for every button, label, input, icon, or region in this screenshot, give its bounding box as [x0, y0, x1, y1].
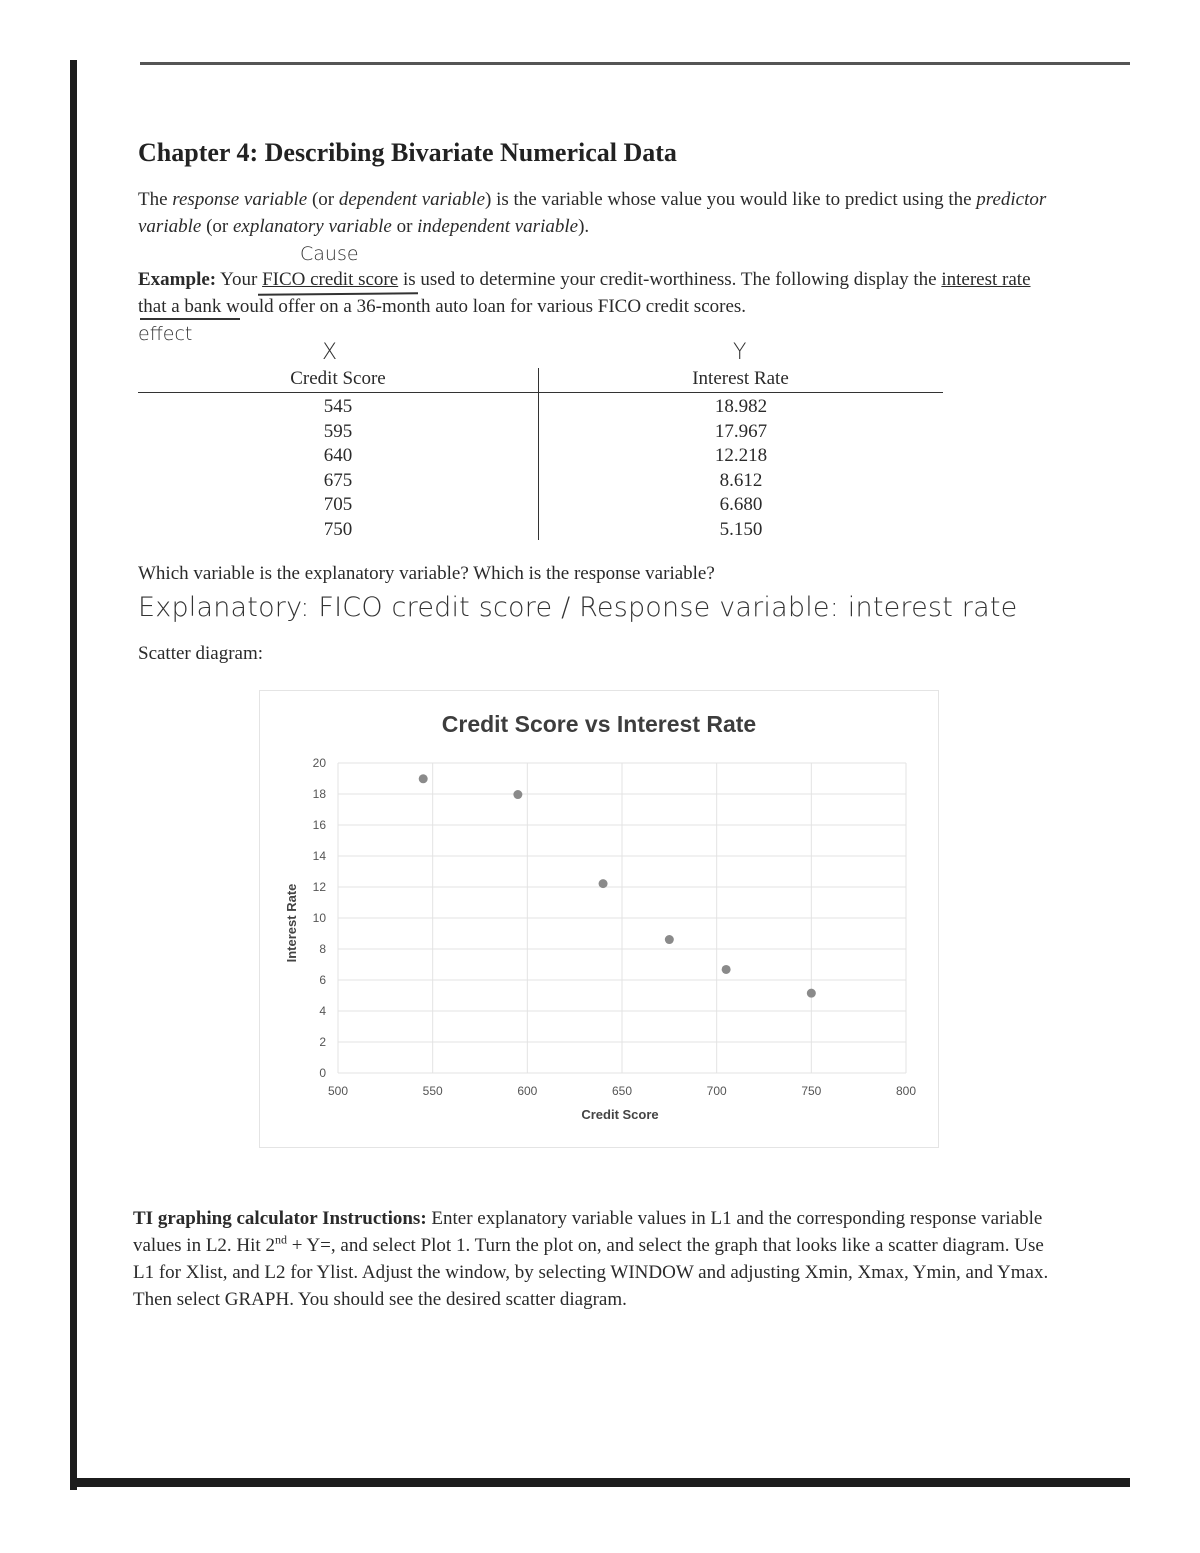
intro-paragraph [138, 186, 1058, 240]
chart-tick-labels [313, 756, 917, 1098]
example-paragraph [138, 266, 1058, 320]
scatter-point [513, 790, 522, 799]
x-axis-title: Credit Score [581, 1107, 659, 1122]
x-tick-label: 550 [422, 1084, 443, 1098]
table-cell: 17.967 [714, 420, 768, 442]
column-header-credit-score: Credit Score [290, 368, 386, 389]
y-axis-title: Interest Rate [284, 883, 299, 963]
scatter-point [419, 774, 428, 783]
table-cell: 675 [323, 469, 353, 491]
example-text: that a bank would offer on a 36-month auto loan for various FICO credit scores. [138, 296, 747, 317]
table-cell: 640 [323, 445, 353, 467]
table-cell: 750 [323, 518, 353, 540]
ti-text: + Y=, and select Plot 1. Turn the plot on, and select the graph that looks like a scatter diagram. Use L1 for Xlist, and L2 for Ylist. Adjust the window, by selecting WINDOW and adjusting Xmin, Xmax, Ymin, and Ymax. Then select GRAPH. You should see the desired scatter diagram. [133, 1235, 1049, 1310]
intro-text: (or [201, 216, 233, 237]
term-response-variable: response variable [172, 189, 308, 210]
ti-instructions [133, 1205, 1058, 1313]
y-tick-label: 12 [312, 880, 326, 894]
scatter-point [722, 965, 731, 974]
handwritten-answer: Explanatory: FICO credit score / Response variable: interest rate [138, 592, 1018, 623]
example-label: Example: [138, 269, 217, 290]
x-tick-label: 700 [706, 1084, 727, 1098]
scan-left-edge [70, 60, 77, 1490]
chart-title: Credit Score vs Interest Rate [441, 711, 757, 737]
page-title: Chapter 4: Describing Bivariate Numerical Data [138, 138, 677, 167]
scan-bottom-edge [70, 1478, 1130, 1487]
y-tick-label: 0 [319, 1066, 326, 1080]
chart-gridlines [338, 763, 906, 1073]
table-cell: 705 [323, 494, 353, 516]
ti-superscript: nd [274, 1232, 287, 1247]
table-cell: 545 [323, 396, 353, 417]
table-cell: 6.680 [719, 494, 763, 516]
x-tick-label: 750 [801, 1084, 822, 1098]
intro-text: ) is the variable whose value you would like to predict using the [485, 189, 977, 210]
scatter-point [807, 989, 816, 998]
table-cell: 5.150 [719, 518, 763, 540]
intro-text: ). [578, 216, 590, 237]
term-predictor-variable: predictor variable [138, 189, 1047, 237]
y-tick-label: 20 [312, 756, 326, 770]
x-tick-label: 600 [517, 1084, 538, 1098]
scatter-chart-svg [260, 691, 938, 1147]
term-dependent-variable: dependent variable [338, 189, 486, 210]
y-tick-label: 4 [319, 1004, 326, 1018]
chart-points [419, 774, 816, 997]
x-tick-label: 650 [611, 1084, 633, 1098]
table-cell: 18.982 [714, 396, 768, 417]
question-text: Which variable is the explanatory variable? Which is the response variable? [138, 563, 715, 584]
example-text: is used to determine your credit-worthiness. The following display the [398, 269, 942, 290]
x-tick-label: 800 [895, 1084, 917, 1098]
intro-text: The [138, 189, 173, 210]
x-tick-label: 500 [327, 1084, 349, 1098]
handwritten-underline [140, 318, 240, 320]
example-text: Your [216, 269, 263, 290]
scatter-point [665, 935, 674, 944]
term-independent-variable: independent variable [417, 216, 579, 237]
y-tick-label: 14 [312, 849, 326, 863]
term-explanatory-variable: explanatory variable [232, 216, 392, 237]
y-tick-label: 10 [312, 911, 326, 925]
scatter-point [599, 879, 608, 888]
intro-text: (or [307, 189, 339, 210]
table-divider [538, 368, 539, 540]
scatter-diagram-label: Scatter diagram: [138, 643, 264, 664]
scatter-chart [259, 690, 939, 1148]
scan-top-edge [140, 62, 1130, 65]
table-divider [138, 392, 943, 393]
handwritten-x: X [322, 340, 338, 365]
credit-score-column [288, 395, 388, 543]
handwritten-cause: Cause [300, 243, 359, 265]
column-header-interest-rate: Interest Rate [692, 368, 789, 389]
intro-text: or [391, 216, 418, 237]
y-tick-label: 18 [312, 787, 326, 801]
ti-label: TI graphing calculator Instructions: [133, 1208, 427, 1229]
y-tick-label: 16 [312, 818, 326, 832]
term-interest-rate: interest rate [941, 269, 1031, 290]
term-fico-credit-score: FICO credit score [262, 269, 399, 290]
y-tick-label: 2 [319, 1035, 326, 1049]
table-cell: 8.612 [719, 469, 763, 491]
handwritten-y: Y [733, 340, 747, 365]
interest-rate-column [691, 395, 791, 543]
table-cell: 595 [323, 420, 353, 442]
ti-text: Enter explanatory variable values in L1 and the corresponding response variable values in L2. Hit 2 [133, 1208, 1043, 1256]
table-cell: 12.218 [714, 445, 768, 467]
y-tick-label: 8 [319, 942, 326, 956]
handwritten-effect: effect [138, 323, 193, 345]
y-tick-label: 6 [319, 973, 326, 987]
